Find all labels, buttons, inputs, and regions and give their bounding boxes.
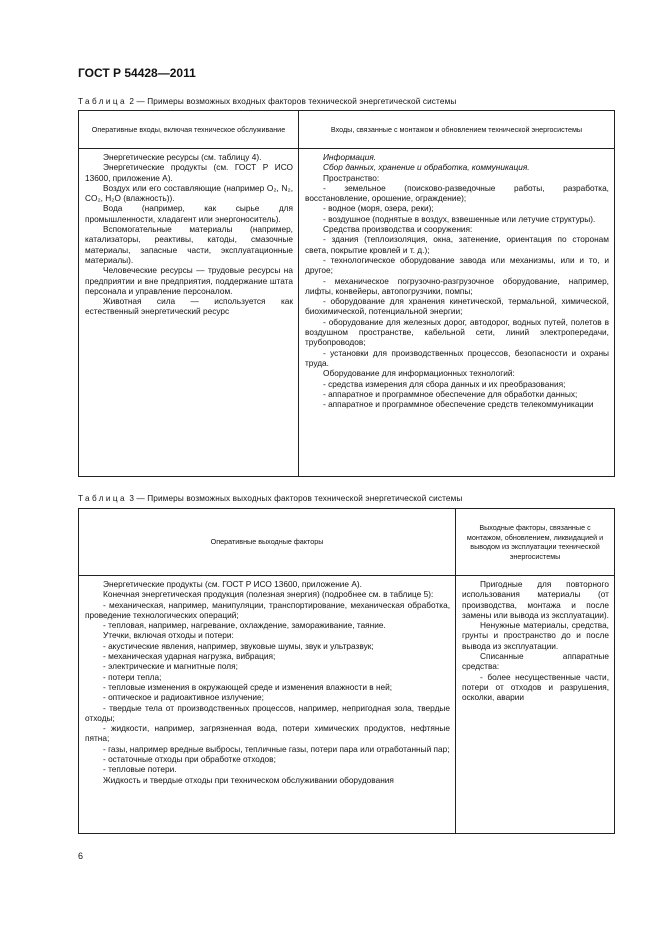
table2-col1-line: Энергетические ресурсы (см. таблицу 4). [103,152,262,162]
table2-col2-line: Пространство: [323,172,380,183]
table2-col2-line: - технологическое оборудование завода или механизмы, или и то, и другое; [305,254,609,276]
table3-col1-line: - остаточные отходы при обработке отходов; [103,754,276,765]
table2-col2-line: - здания (теплоизоляция, окна, затенение, ориентация по сторонам света, покрытие кровлей и т. д.); [305,234,609,255]
table2-col2-header: Входы, связанные с монтажом и обновлением технической энергосистемы [299,111,615,149]
table2-caption-text: 2 — Примеры возможных входных факторов технической энергетической системы [126,97,457,106]
document-header: ГОСТ Р 54428—2011 [78,66,196,80]
table2-col2-line: Информация. [323,152,377,162]
table3-col2-header: Выходные факторы, связанные с монтажом, обновлением, ликвидацией и выводом из эксплуатации технической энергосистемы [456,509,615,576]
table2-col1-header: Оперативные входы, включая техническое обслуживание [79,111,299,149]
table2-col2-line: - оборудование для хранения кинетической, термальной, химической, биохимической, потенциальной энергии; [305,296,609,317]
table3-col1-line: Энергетические продукты (см. ГОСТ Р ИСО 13600, приложение А). [103,579,362,589]
table3-caption-text: 3 — Примеры возможных выходных факторов технической энергетической системы [126,494,463,503]
table3-col1-line: - акустические явления, например, звуковые шумы, звук и ультразвук; [103,640,374,651]
table2-col2-line: - водное (моря, озера, реки); [323,203,434,214]
table2-col2-line: - средства измерения для сбора данных и их преобразования; [323,378,566,389]
table3-col1-line: - тепловые потери. [103,764,177,775]
table2 [78,110,615,477]
table3-col1-cell [79,576,456,834]
table3 [78,508,615,834]
table3-col2-line: Списанные аппаратные средства: [462,651,609,672]
table2-col1-cell [79,149,299,477]
table3-col1-line: - оптическое и радиоактивное излучение; [103,692,264,703]
table2-col2-line: - аппаратное и программное обеспечение средств телекоммуникации [323,399,594,410]
table3-col2-cell [456,576,615,834]
page-number: 6 [78,851,84,861]
table3-col1-line: Утечки, включая отходы и потери: [103,630,234,641]
table3-col1-line: - механическая, например, манипуляции, транспортирование, механическая обработка, проведение технологических операций; [85,599,450,620]
table3-col1-line: Конечная энергетическая продукция (полезная энергия) (подробнее см. в таблице 5): [103,589,434,600]
table2-col2-line: - механическое погрузочно-разгрузочное оборудование, например, лифты, конвейеры, автопогрузчики, помпы; [305,275,609,296]
table3-col1-line: Жидкость и твердые отходы при техническом обслуживании оборудования [103,774,394,785]
table3-col1-line: - потери тепла; [103,671,162,682]
table2-col2-line: Средства производства и сооружения: [323,224,473,235]
table3-col2-line: - более несущественные части, потери от отходов и разрушения, осколки, аварии [462,671,609,703]
table2-col2-line: - аппаратное и программное обеспечение для обработки данных; [323,388,578,399]
table3-col1-header: Оперативные выходные факторы [79,509,456,576]
table3-col1-line: - твердые тела от производственных процессов, например, непригодная зола, твердые отходы; [85,702,450,723]
table2-col1-line: Энергетические продукты (см. ГОСТ Р ИСО 13600, приложение А). [85,162,293,183]
table2-col2-line: - установки для производственных процессов, безопасности и охраны труда. [305,347,609,368]
table2-caption-word: Таблица [78,97,127,106]
table2-col2-line: - земельное (поисково-разведочные работы, разработка, восстановление, орошение, ограждение); [305,182,609,204]
table3-caption [78,494,462,503]
table3-col1-line: - тепловые изменения в окружающей среде и изменения влажности в ней; [103,681,393,692]
table3-col1-line: - тепловая, например, нагревание, охлаждение, замораживание, таяние. [103,620,386,631]
table2-col2-cell [299,149,615,477]
table3-caption-word: Таблица [78,494,127,503]
table2-col1-line: Вода (например, как сырье для промышленности, хладагент или энергоноситель). [85,203,293,224]
table3-col1-line: - механическая ударная нагрузка, вибрация; [103,651,276,662]
table2-caption [78,97,456,106]
table3-col1-line: - электрические и магнитные поля; [103,661,238,672]
table2-col2-line: Сбор данных, хранение и обработка, коммуникация. [323,162,530,173]
table3-col1-line: - газы, например вредные выбросы, тепличные газы, потери пара или отработанный пар; [103,743,450,754]
table2-col1-line: Воздух или его составляющие (например O₂, N₂, CO₂, H₂O (влажность)). [85,182,293,204]
table2-col2-line: - воздушное (поднятые в воздух, взвешенные или летучие структуры). [323,213,596,224]
table2-col2-line: - оборудование для железных дорог, автодорог, водных путей, полетов в воздушном пространстве, кабельной сети, линий электропередачи, трубопроводов; [305,316,609,348]
table2-col1-line: Животная сила — используется как естественный энергетический ресурс [85,296,293,317]
table3-col2-line: Пригодные для повторного использования материалы (от производства, монтажа и после замены или вывода из эксплуатации). [462,579,609,620]
table2-col1-line: Вспомогательные материалы (например, катализаторы, реактивы, катоды, смазочные материалы, запасные части, эксплуатационные материалы). [85,224,293,265]
table2-col1-line: Человеческие ресурсы — трудовые ресурсы на предприятии и вне предприятия, поддержание штата персонала и управление персоналом. [85,265,293,296]
table2-col2-line: Оборудование для информационных технологий: [323,368,515,379]
table3-col1-line: - жидкости, например, загрязненная вода, потери химических продуктов, нефтяные пятна; [85,723,450,744]
table3-col2-line: Ненужные материалы, средства, грунты и пространство до и после вывода из эксплуатации. [462,620,609,651]
